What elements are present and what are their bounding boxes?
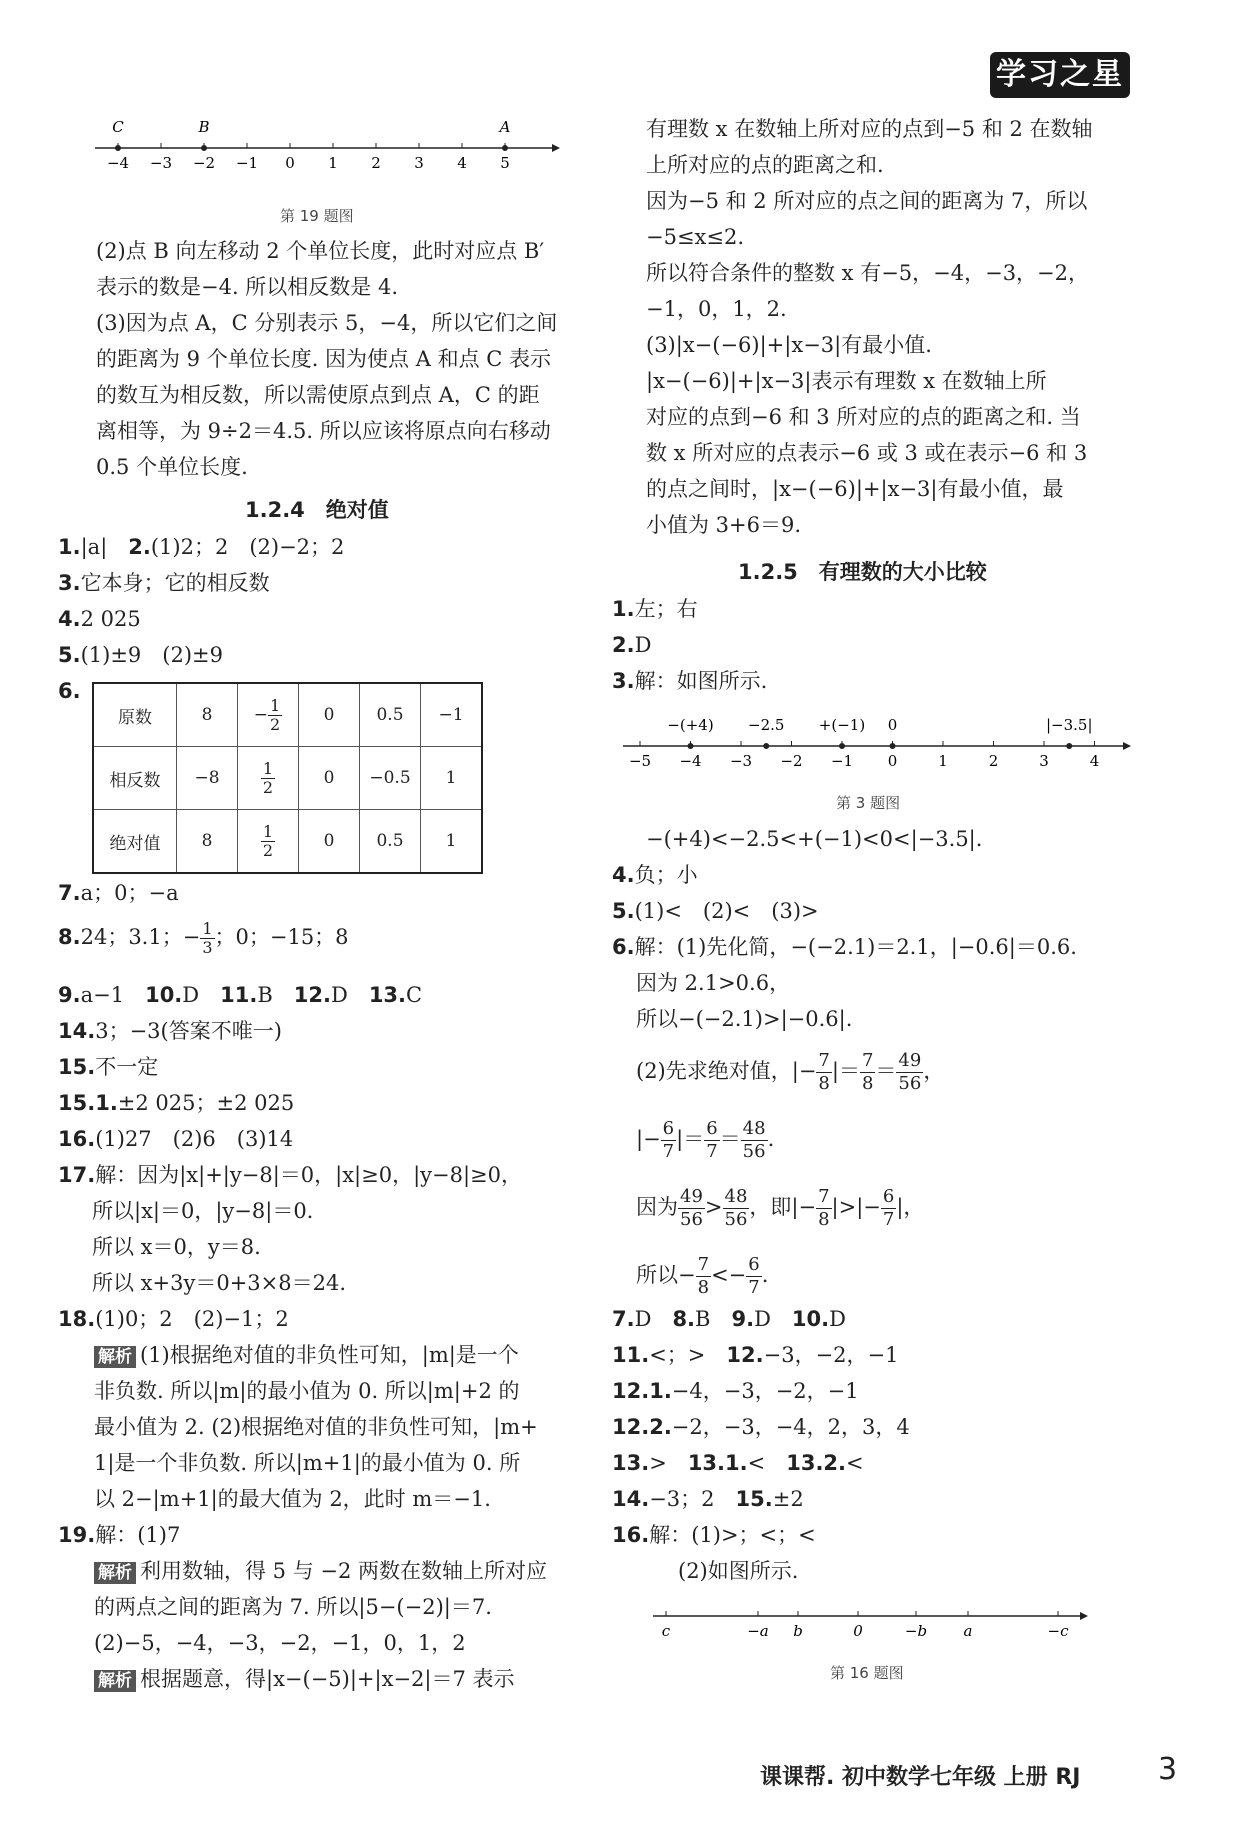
answer-18-analysis-line1: 解析 (1)根据绝对值的非负性可知，|m|是一个 (94, 1342, 519, 1368)
point-label: 0 (853, 1622, 863, 1640)
right-cont-line10: 数 x 所对应的点表示−6 或 3 或在表示−6 和 3 (646, 441, 1088, 465)
answer-19-analysis-line2: 的两点之间的距离为 7. 所以|5−(−2)|＝7. (94, 1595, 492, 1619)
point-marker (890, 743, 896, 749)
right-cont-line2: 上所对应的点的距离之和. (646, 153, 884, 177)
answer-19-analysis-line1: 解析 利用数轴，得 5 与 −2 两数在数轴上所对应 (94, 1558, 547, 1584)
answer-18-analysis-line4: 1|是一个非负数. 所以|m+1|的最小值为 0. 所 (94, 1451, 521, 1475)
answer-18-analysis-line3: 最小值为 2. (2)根据绝对值的非负性可知，|m+ (94, 1415, 538, 1439)
tick-label: 4 (1089, 752, 1100, 770)
fraction: $\frac{49}{56}$ (680, 1186, 703, 1230)
table-cell: 绝对值 (93, 810, 177, 874)
point-marker (502, 145, 508, 151)
brand-logo: 学习之星 (990, 52, 1130, 98)
table-cell: 0 (299, 683, 360, 747)
q19-part3-line3: 的数互为相反数，所以需使原点到点 A，C 的距 (96, 383, 540, 407)
fraction: $\frac{48}{56}$ (742, 1118, 766, 1162)
r-answer-3: 3.解：如图所示. (612, 669, 768, 693)
r-answer-16b: (2)如图所示. (678, 1559, 799, 1583)
fraction: $\frac{6}{7}$ (748, 1254, 760, 1298)
point-marker (839, 743, 845, 749)
analysis-tag: 解析 (94, 1346, 136, 1368)
tick-label: −5 (628, 752, 652, 770)
answer-19: 19.解：(1)7 (58, 1523, 181, 1547)
analysis-tag: 解析 (94, 1670, 136, 1692)
answer-4: 4.2 025 (58, 607, 141, 631)
point-label: A (499, 118, 511, 136)
answer-18-analysis-line2: 非负数. 所以|m|的最小值为 0. 所以|m|+2 的 (94, 1379, 520, 1403)
point-label: +(−1) (818, 716, 866, 734)
tick-label: 0 (887, 752, 898, 770)
tick-label: 1 (328, 154, 338, 172)
point-label: B (198, 118, 210, 136)
point-label: a (963, 1622, 973, 1640)
table-row (93, 683, 482, 747)
fraction: $\frac{7}{8}$ (697, 1254, 710, 1298)
q19-part3-line2: 的距离为 9 个单位长度. 因为使点 A 和点 C 表示 (96, 347, 551, 371)
r-answer-12-2: 12.2.−2，−3，−4，2，3，4 (612, 1415, 910, 1439)
tick-label: −2 (780, 752, 803, 770)
tick-label: 3 (1039, 752, 1049, 770)
table-cell: − $\frac{1}{2}$ (238, 683, 299, 747)
fraction: $\frac{7}{8}$ (818, 1186, 830, 1230)
answer-19-analysis2: 解析 根据题意，得|x−(−5)|+|x−2|＝7 表示 (94, 1666, 515, 1692)
table-cell: 原数 (93, 683, 177, 747)
table-cell: −8 (177, 747, 238, 810)
figure-19-caption: 第 19 题图 (280, 207, 354, 225)
right-cont-line4: −5≤x≤2. (646, 225, 745, 249)
answer-15-1: 15.1.±2 025；±2 025 (58, 1091, 295, 1115)
point-marker (688, 743, 694, 749)
answer-17-line2: 所以|x|＝0，|y−8|＝0. (92, 1199, 314, 1223)
tick-label: −3 (149, 154, 173, 172)
answer-6-label: 6. (58, 679, 81, 703)
table-cell: 1 (421, 747, 483, 810)
right-cont-line3: 因为−5 和 2 所对应的点之间的距离为 7，所以 (646, 189, 1088, 213)
answer-5: 5.(1)±9 (2)±9 (58, 643, 223, 667)
answer-19-part2: (2)−5，−4，−3，−2，−1，0，1，2 (94, 1631, 466, 1655)
r-answer-7-10: 7.D 8.B 9.D 10.D (612, 1307, 846, 1331)
r-answer-11-12: 11.<；> 12.−3，−2，−1 (612, 1343, 899, 1367)
fraction: $\frac{6}{7}$ (662, 1118, 675, 1162)
tick-label: 0 (285, 154, 295, 172)
right-cont-line5: 所以符合条件的整数 x 有−5，−4，−3，−2， (646, 261, 1090, 285)
table-cell: 0.5 (360, 810, 421, 874)
r-answer-13: 13.> 13.1.< 13.2.< (612, 1451, 864, 1475)
table-cell: 8 (177, 683, 238, 747)
fraction: $\frac{1}{2}$ (262, 758, 274, 797)
footer-brand: 课课帮. 初中数学七年级 上册 RJ (760, 1765, 1081, 1790)
section-title-absolute-value: 1.2.4 绝对值 (245, 498, 389, 522)
r-answer-6-line2: 因为 2.1>0.6， (636, 971, 791, 995)
point-marker (115, 145, 121, 151)
tick-label: −1 (830, 752, 854, 770)
tick-label: −4 (106, 154, 130, 172)
right-cont-line9: 对应的点到−6 和 3 所对应的点的距离之和. 当 (646, 405, 1081, 429)
point-label: 0 (887, 716, 898, 734)
answer-16: 16.(1)27 (2)6 (3)14 (58, 1127, 294, 1151)
right-cont-line7: (3)|x−(−6)|+|x−3|有最小值. (646, 333, 932, 357)
tick-label: −2 (192, 154, 216, 172)
right-cont-line8: |x−(−6)|+|x−3|表示有理数 x 在数轴上所 (646, 369, 1047, 393)
fraction: $\frac{6}{7}$ (882, 1186, 895, 1230)
r-answer-6-part2b: |− $\frac{6}{7}$ |＝ $\frac{6}{7}$ ＝ $\frac{48}{56}$ . (636, 1118, 775, 1162)
point-label: −2.5 (748, 716, 785, 734)
q19-part2-line1: (2)点 B 向左移动 2 个单位长度，此时对应点 B′ (96, 239, 545, 263)
table-cell: 1 (421, 810, 483, 874)
table-cell: 8 (177, 810, 238, 874)
r-answer-14-15: 14.−3；2 15.±2 (612, 1487, 804, 1511)
section-title-compare: 1.2.5 有理数的大小比较 (738, 560, 987, 584)
answer-9-13: 9.a−1 10.D 11.B 12.D 13.C (58, 983, 423, 1007)
fraction: $\frac{1}{2}$ (262, 821, 274, 860)
answer-18-analysis-line5: 以 2−|m+1|的最大值为 2，此时 m＝−1. (94, 1487, 491, 1511)
point-marker (763, 743, 769, 749)
fraction: $\frac{49}{56}$ (898, 1050, 922, 1094)
tick-label: 5 (500, 154, 510, 172)
tick-label: 4 (457, 154, 467, 172)
answer-15: 15.不一定 (58, 1055, 159, 1079)
answer-14: 14.3；−3(答案不唯一) (58, 1019, 282, 1043)
r-answer-3-result: −(+4)<−2.5<+(−1)<0<|−3.5|. (646, 827, 983, 851)
tick-label: 3 (414, 154, 424, 172)
right-cont-line11: 的点之间时，|x−(−6)|+|x−3|有最小值，最 (646, 477, 1064, 501)
figure-16-number-line (648, 1596, 1098, 1646)
point-label: b (793, 1622, 803, 1640)
point-marker (201, 145, 207, 151)
r-answer-6-part2: (2)先求绝对值，|− $\frac{7}{8}$ |＝ $\frac{7}{8}$ ＝ $\frac{49}{56}$ ， (636, 1050, 945, 1094)
q19-part3-line1: (3)因为点 A，C 分别表示 5，−4，所以它们之间 (96, 311, 558, 335)
tick-label: 2 (371, 154, 381, 172)
table-cell: −0.5 (360, 747, 421, 810)
tick-label: −1 (235, 154, 259, 172)
figure-3-number-line (618, 706, 1138, 786)
tick-label: −3 (729, 752, 753, 770)
table-row (93, 810, 482, 874)
r-answer-6-line3: 所以−(−2.1)>|−0.6|. (636, 1007, 853, 1031)
q19-part3-line5: 0.5 个单位长度. (96, 455, 248, 479)
fraction: $\frac{48}{56}$ (724, 1186, 748, 1230)
fraction: $\frac{7}{8}$ (818, 1050, 830, 1094)
table-cell: −1 (421, 683, 483, 747)
answer-17-line3: 所以 x＝0，y＝8. (92, 1235, 261, 1259)
answer-6-table (92, 682, 483, 874)
fraction: $\frac{1}{2}$ (270, 695, 281, 734)
r-answer-4: 4.负；小 (612, 863, 698, 887)
page-number: 3 (1158, 1752, 1178, 1787)
answer-1-2: 1.|a| 2.(1)2；2 (2)−2；2 (58, 535, 345, 559)
table-cell: 0 (299, 747, 360, 810)
point-label: −b (904, 1622, 928, 1640)
tick-label: 1 (938, 752, 948, 770)
r-answer-16: 16.解：(1)>；<；< (612, 1523, 816, 1547)
figure-3-caption: 第 3 题图 (836, 794, 901, 812)
analysis-tag: 解析 (94, 1562, 136, 1584)
r-answer-2: 2.D (612, 633, 652, 657)
answer-17-line1: 17.解：因为|x|+|y−8|＝0，|x|≥0，|y−8|≥0， (58, 1163, 523, 1187)
r-answer-12-1: 12.1.−4，−3，−2，−1 (612, 1379, 859, 1403)
answer-8: 8.24；3.1；− $\frac{1}{3}$ ；0；−15；8 (58, 919, 349, 957)
r-answer-6-line1: 6.解：(1)先化简，−(−2.1)＝2.1，|−0.6|＝0.6. (612, 935, 1077, 959)
point-label: −a (747, 1622, 769, 1640)
fraction: $\frac{7}{8}$ (861, 1050, 874, 1094)
table-row (93, 747, 482, 810)
point-marker (1066, 743, 1072, 749)
fraction: $\frac{6}{7}$ (706, 1118, 718, 1162)
right-cont-line1: 有理数 x 在数轴上所对应的点到−5 和 2 在数轴 (646, 117, 1093, 141)
answer-7: 7.a；0；−a (58, 881, 179, 905)
point-label: −c (1047, 1622, 1069, 1640)
point-label: −(+4) (667, 716, 714, 734)
r-answer-6-part2c: 因为 $\frac{49}{56}$ > $\frac{48}{56}$ ，即|− $\frac{7}{8}$ |>|− $\frac{6}{7}$ |， (636, 1186, 925, 1230)
point-label: c (661, 1622, 671, 1640)
table-cell: 相反数 (93, 747, 177, 810)
right-cont-line6: −1，0，1，2. (646, 297, 787, 321)
point-label: C (112, 118, 124, 136)
q19-part3-line4: 离相等，为 9÷2＝4.5. 所以应该将原点向右移动 (96, 419, 551, 443)
r-answer-6-part2d: 所以− $\frac{7}{8}$ <− $\frac{6}{7}$ . (636, 1254, 769, 1298)
q19-part2-line2: 表示的数是−4. 所以相反数是 4. (96, 275, 399, 299)
answer-3: 3.它本身；它的相反数 (58, 571, 270, 595)
answer-18: 18.(1)0；2 (2)−1；2 (58, 1307, 289, 1331)
table-cell: 0.5 (360, 683, 421, 747)
fraction: $\frac{1}{3}$ (202, 919, 213, 957)
tick-label: −4 (679, 752, 702, 770)
right-cont-line12: 小值为 3+6＝9. (646, 513, 802, 537)
table-cell (238, 747, 299, 810)
figure-16-caption: 第 16 题图 (830, 1664, 904, 1682)
r-answer-5: 5.(1)< (2)< (3)> (612, 899, 819, 923)
table-cell (238, 810, 299, 874)
table-cell: 0 (299, 810, 360, 874)
answer-17-line4: 所以 x+3y＝0+3×8＝24. (92, 1271, 347, 1295)
figure-19-number-line (90, 118, 560, 180)
tick-label: 2 (988, 752, 999, 770)
r-answer-1: 1.左；右 (612, 597, 698, 621)
point-label: |−3.5| (1045, 716, 1093, 734)
